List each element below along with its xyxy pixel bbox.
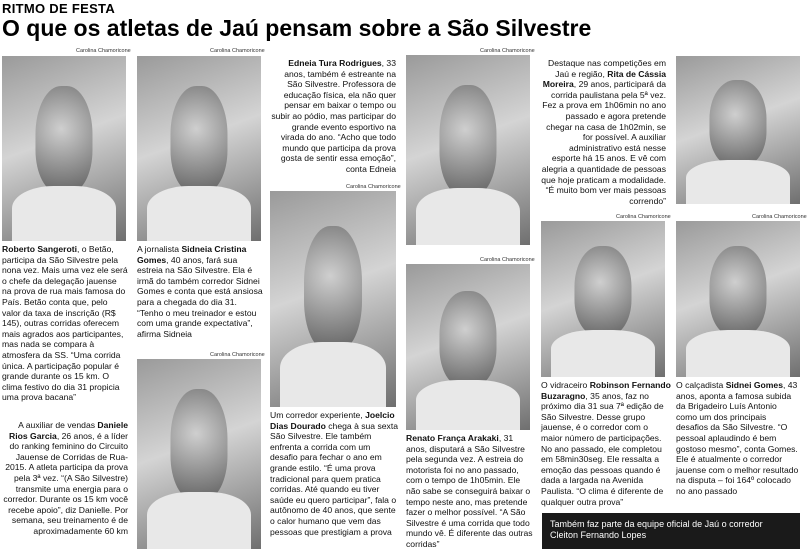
photo-credit: Carolina Chamoricone xyxy=(346,184,401,190)
photo-credit: Carolina Chamoricone xyxy=(210,48,265,54)
text-edneia: , 33 anos, também é estreante na São Silvestre. Professora de educação física, ela não quer pensar em baixar o tempo ou subir ao pódio, mas participar do grande evento esportivo na virada do ano. “Acho que todo mundo que participa da prova gosta de sentir essa emoção”, conta Edneia xyxy=(271,58,396,174)
lead-daniele: A auxiliar de vendas xyxy=(18,420,98,430)
name-roberto: Roberto Sangeroti xyxy=(2,244,77,254)
photo-daniele xyxy=(137,359,261,549)
name-sidnei: Sidnei Gomes xyxy=(725,380,783,390)
photo-credit: Carolina Chamoricone xyxy=(480,48,535,54)
name-rita: Rita de Cássia Moreira xyxy=(542,68,666,90)
kicker: RITMO DE FESTA xyxy=(2,1,116,16)
photo-credit: Carolina Chamoricone xyxy=(480,257,535,263)
lead-sidneia: A jornalista xyxy=(137,244,182,254)
profile-sidneia xyxy=(137,244,265,344)
photo-robinson xyxy=(541,221,665,377)
photo-credit: Carolina Chamoricone xyxy=(752,214,807,220)
headline: O que os atletas de Jaú pensam sobre a São Silvestre xyxy=(2,15,592,41)
photo-renato xyxy=(406,264,530,430)
name-sidneia: Sidneia Cristina Gomes xyxy=(137,244,247,265)
name-edneia: Edneia Tura Rodrigues xyxy=(288,58,382,68)
name-robinson: Robinson Fernando Buzaragno xyxy=(541,380,671,401)
profile-joelcio xyxy=(270,410,400,549)
profile-sidnei xyxy=(676,380,800,510)
text-roberto: , o Betão, participa da São Silvestre pela nona vez. Mais uma vez ele será o chefe da delegação jauense na prova de rua mais famosa do País. Betão conta que, pelo valor da taxa de inscrição (R$ 145), outras corridas oferecem mais agrados aos participantes, mas nada se compara à atmosfera da SS. “Uma corrida única. A participação popular é grande durante os 15 km. O clima festivo do dia 31 propicia uma prova bacana” xyxy=(2,244,128,403)
photo-rita xyxy=(676,56,800,204)
lead-robinson: O vidraceiro xyxy=(541,380,590,390)
text-daniele: , 26 anos, é a líder do ranking feminino do Circuito Jauense de Corridas de Rua-2015. A atleta participa da prova pela 3ª vez. “(A São Silvestre) transmite uma energia para o corredor. Durante os 15 km você recebe apoio”, diz Danielle. Por semana, seu treinamento é de aproximadamente 60 km xyxy=(3,430,128,536)
photo-sidneia xyxy=(137,56,261,241)
photo-joelcio xyxy=(270,191,396,407)
text-rita: , 29 anos, participará da corrida paulistana pela 5ª vez. Fez a prova em 1h06min no ano passado e agora pretende chegar na casa de 1h02min, se for possível. A auxiliar administrativo está nesse esporte há 15 anos. E vê com alegria a quantidade de pessoas que hoje praticam a modalidade. “É muito bom ver mais pessoas correndo” xyxy=(541,79,666,206)
profile-renato xyxy=(406,433,534,549)
text-joelcio: chega à sua sexta São Silvestre. Ele também enfrenta a corrida com um desafio para fechar o ano em grande estilo. “É uma prova tradicional para quem pratica corridas. Até quando eu tiver saúde eu quero participar”, fala o autônomo de 40 anos, que sente o calor humano que vem das pessoas que prestigiam a prova xyxy=(270,420,399,537)
profile-edneia xyxy=(270,58,396,188)
photo-credit: Carolina Chamoricone xyxy=(76,48,131,54)
profile-rita xyxy=(540,58,666,208)
photo-credit: Carolina Chamoricone xyxy=(616,214,671,220)
name-daniele: Daniele Rios Garcia xyxy=(9,420,128,441)
lead-rita: Destaque nas competições em Jaú e região, xyxy=(548,58,666,79)
text-sidneia: , 40 anos, fará sua estreia na São Silvestre. Ela é irmã do também corredor Sidnei Gomes e conta que está ansiosa para a chegada do dia 31. “Tenho o meu treinador e estou com uma grande expectativa”, afirma Sidneia xyxy=(137,254,263,339)
lead-sidnei: O calçadista xyxy=(676,380,726,390)
profile-robinson xyxy=(541,380,671,508)
photo-credit: Carolina Chamoricone xyxy=(210,352,265,358)
team-note: Também faz parte da equipe oficial de Jaú o corredor Cleiton Fernando Lopes xyxy=(542,513,800,549)
lead-joelcio: Um corredor experiente, xyxy=(270,410,366,420)
text-robinson: , 35 anos, faz no próximo dia 31 sua 7ª edição de São Silvestre. Desse grupo jauense, é o corredor com o maior número de participações. No ano passado, ele completou em 58min30seg. Ele ressalta a emoção das pessoas quando é dada a largada na Avenida Paulista. “O clima é diferente de qualquer outra prova” xyxy=(541,390,664,507)
profile-daniele xyxy=(2,420,128,549)
photo-edneia xyxy=(406,55,530,245)
name-joelcio: Joelcio Dias Dourado xyxy=(270,410,395,431)
text-renato: , 31 anos, disputará a São Silvestre pela segunda vez. A estreia do motorista foi no ano passado, com o tempo de 1h05min. Ele não sabe se conseguirá baixar o tempo neste ano, mas pretende fazer o melhor possível. “A São Silvestre é uma corrida que todo mundo vê. É diferente das outras corridas” xyxy=(406,433,533,549)
photo-sidnei xyxy=(676,221,800,377)
name-renato: Renato França Arakaki xyxy=(406,433,499,443)
text-sidnei: , 43 anos, aponta a famosa subida da Brigadeiro Luís Antonio como um dos principais desafios da São Silvestre. “O pessoal aplaudindo é bem gostoso mesmo”, conta Gomes. Ele é atualmente o corredor jauense com o melhor resultado na disputa – foi 164º colocado no ano passado xyxy=(676,380,799,496)
profile-roberto xyxy=(2,244,128,404)
photo-roberto xyxy=(2,56,126,241)
